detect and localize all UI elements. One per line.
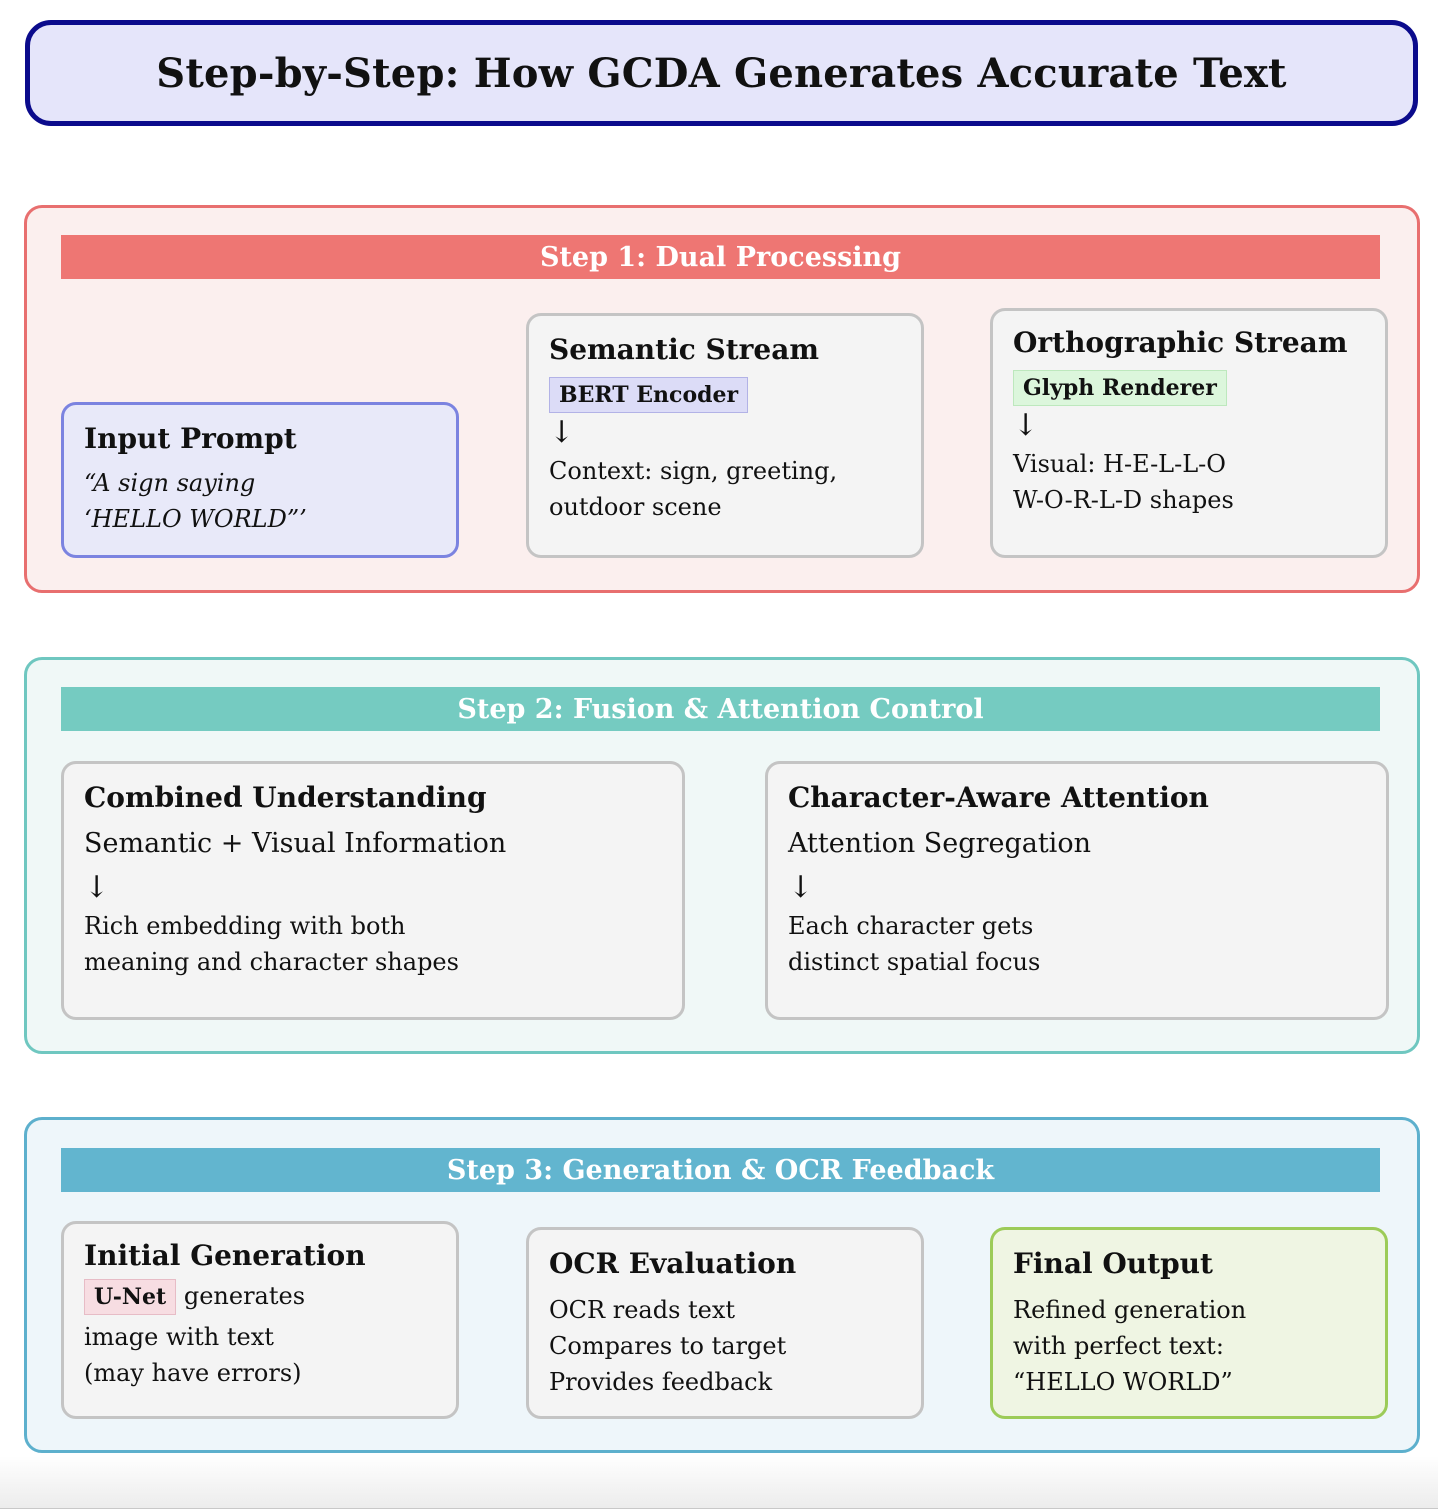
step2-section bbox=[24, 657, 1420, 1054]
ocr-evaluation-title: OCR Evaluation bbox=[549, 1247, 797, 1280]
final-output-line3: “HELLO WORLD” bbox=[1013, 1368, 1233, 1396]
combined-understanding-title: Combined Understanding bbox=[84, 781, 487, 814]
down-arrow-icon: ↓ bbox=[1013, 408, 1039, 443]
down-arrow-icon: ↓ bbox=[549, 415, 575, 450]
semantic-stream-card bbox=[526, 313, 924, 558]
final-output-line2: with perfect text: bbox=[1013, 1332, 1224, 1360]
orthographic-stream-line2: W-O-R-L-D shapes bbox=[1013, 486, 1234, 514]
final-output-title: Final Output bbox=[1013, 1247, 1213, 1280]
step1-section bbox=[24, 205, 1420, 593]
step2-banner: Step 2: Fusion & Attention Control bbox=[61, 687, 1380, 731]
final-output-card bbox=[990, 1227, 1388, 1419]
unet-chip: U-Net bbox=[84, 1279, 176, 1315]
unet-generates-text: generates bbox=[183, 1282, 306, 1310]
semantic-stream-title: Semantic Stream bbox=[549, 333, 820, 366]
step3-banner: Step 3: Generation & OCR Feedback bbox=[61, 1148, 1380, 1192]
ocr-evaluation-line3: Provides feedback bbox=[549, 1368, 773, 1396]
ocr-evaluation-line2: Compares to target bbox=[549, 1332, 787, 1360]
initial-generation-line1: image with text bbox=[84, 1323, 274, 1351]
combined-understanding-subtitle: Semantic + Visual Information bbox=[84, 828, 507, 859]
unet-row bbox=[84, 1278, 436, 1315]
ocr-evaluation-card bbox=[526, 1227, 924, 1419]
glyph-renderer-chip: Glyph Renderer bbox=[1013, 370, 1227, 406]
down-arrow-icon: ↓ bbox=[84, 870, 110, 905]
final-output-line1: Refined generation bbox=[1013, 1296, 1247, 1324]
down-arrow-icon: ↓ bbox=[788, 870, 814, 905]
title-banner bbox=[25, 20, 1418, 126]
initial-generation-card bbox=[61, 1221, 459, 1419]
bert-encoder-chip: BERT Encoder bbox=[549, 377, 748, 413]
character-aware-attention-title: Character-Aware Attention bbox=[788, 781, 1209, 814]
character-aware-attention-subtitle: Attention Segregation bbox=[788, 828, 1091, 859]
initial-generation-title: Initial Generation bbox=[84, 1239, 366, 1272]
character-aware-attention-card bbox=[765, 761, 1389, 1020]
input-prompt-title: Input Prompt bbox=[84, 422, 297, 455]
input-prompt-line2: ‘HELLO WORLD”’ bbox=[84, 505, 307, 533]
input-prompt-card bbox=[61, 402, 459, 558]
combined-understanding-card bbox=[61, 761, 685, 1020]
initial-generation-line2: (may have errors) bbox=[84, 1359, 302, 1387]
orthographic-stream-card bbox=[990, 308, 1388, 558]
page-bottom-edge bbox=[0, 1456, 1438, 1509]
character-aware-attention-line2: distinct spatial focus bbox=[788, 948, 1041, 976]
semantic-stream-line2: outdoor scene bbox=[549, 493, 722, 521]
input-prompt-line1: “A sign saying bbox=[84, 469, 256, 497]
step1-banner: Step 1: Dual Processing bbox=[61, 235, 1380, 279]
page-title: Step-by-Step: How GCDA Generates Accurate Text bbox=[156, 49, 1287, 97]
orthographic-stream-line1: Visual: H-E-L-L-O bbox=[1013, 450, 1226, 478]
character-aware-attention-line1: Each character gets bbox=[788, 912, 1034, 940]
step3-section bbox=[24, 1117, 1420, 1453]
combined-understanding-line2: meaning and character shapes bbox=[84, 948, 459, 976]
semantic-stream-line1: Context: sign, greeting, bbox=[549, 457, 838, 485]
orthographic-stream-title: Orthographic Stream bbox=[1013, 326, 1348, 359]
ocr-evaluation-line1: OCR reads text bbox=[549, 1296, 736, 1324]
combined-understanding-line1: Rich embedding with both bbox=[84, 912, 406, 940]
